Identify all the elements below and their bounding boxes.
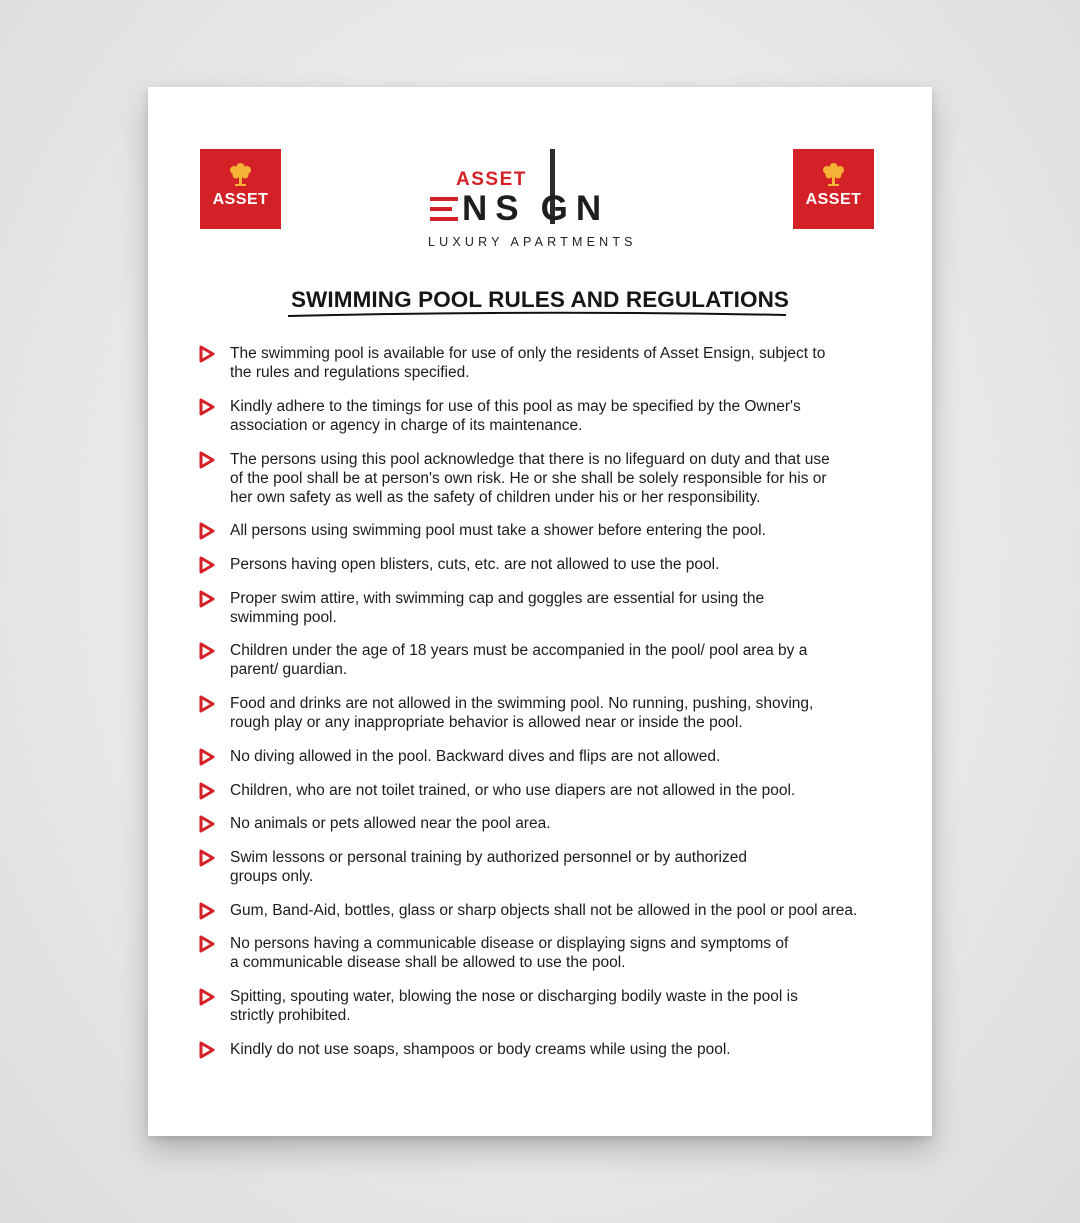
rule-line: Gum, Band-Aid, bottles, glass or sharp objects shall not be allowed in the pool or pool area. xyxy=(230,902,858,919)
rule-text xyxy=(230,641,890,679)
rule-line: The persons using this pool acknowledge that there is no lifeguard on duty and that use xyxy=(230,451,830,468)
rule-line: Spitting, spouting water, blowing the nose or discharging bodily waste in the pool is xyxy=(230,988,798,1005)
rule-line: association or agency in charge of its maintenance. xyxy=(230,417,583,434)
brand-asset-text: ASSET xyxy=(456,169,527,190)
rule-line: groups only. xyxy=(230,868,314,885)
rule-line: Food and drinks are not allowed in the swimming pool. No running, pushing, shoving, xyxy=(230,695,814,712)
tree-icon xyxy=(227,161,254,189)
rule-line: The swimming pool is available for use of only the residents of Asset Ensign, subject to xyxy=(230,345,826,362)
rule-text xyxy=(230,555,890,574)
rule-line: No animals or pets allowed near the pool area. xyxy=(230,815,551,832)
rule-line: Swim lessons or personal training by authorized personnel or by authorized xyxy=(230,849,747,866)
rule-text xyxy=(230,589,890,627)
rule-line: strictly prohibited. xyxy=(230,1007,351,1024)
rules-sheet xyxy=(148,87,932,1136)
tree-icon xyxy=(820,161,847,189)
play-triangle-icon xyxy=(198,589,216,609)
play-triangle-icon xyxy=(198,934,216,954)
play-triangle-icon xyxy=(198,521,216,541)
rule-text xyxy=(230,934,890,972)
rule-text xyxy=(230,747,890,766)
rule-text xyxy=(230,694,890,732)
rule-line: No persons having a communicable disease or displaying signs and symptoms of xyxy=(230,935,789,952)
brand-subtitle: LUXURY APARTMENTS xyxy=(428,235,637,249)
rule-text xyxy=(230,1040,890,1059)
rule-text xyxy=(230,848,890,886)
play-triangle-icon xyxy=(198,641,216,661)
rule-line: of the pool shall be at person's own risk. He or she shall be solely responsible for his or xyxy=(230,470,827,487)
play-triangle-icon xyxy=(198,344,216,364)
asset-logo-left xyxy=(200,149,281,229)
play-triangle-icon xyxy=(198,555,216,575)
asset-ensign-logo xyxy=(418,147,658,257)
rule-line: rough play or any inappropriate behavior is allowed near or inside the pool. xyxy=(230,714,743,731)
asset-logo-text: ASSET xyxy=(212,191,269,208)
play-triangle-icon xyxy=(198,848,216,868)
rule-text xyxy=(230,987,890,1025)
rule-line: Children under the age of 18 years must be accompanied in the pool/ pool area by a xyxy=(230,642,808,659)
play-triangle-icon xyxy=(198,1040,216,1060)
rule-line: Children, who are not toilet trained, or who use diapers are not allowed in the pool. xyxy=(230,782,796,799)
rule-line: Persons having open blisters, cuts, etc. are not allowed to use the pool. xyxy=(230,556,720,573)
rule-text xyxy=(230,901,890,920)
rule-text xyxy=(230,344,890,382)
rule-text xyxy=(230,521,890,540)
rule-line: Kindly adhere to the timings for use of this pool as may be specified by the Owner's xyxy=(230,398,801,415)
rule-line: swimming pool. xyxy=(230,609,337,626)
rule-line: Kindly do not use soaps, shampoos or body creams while using the pool. xyxy=(230,1041,731,1058)
play-triangle-icon xyxy=(198,694,216,714)
asset-logo-right xyxy=(793,149,874,229)
play-triangle-icon xyxy=(198,450,216,470)
play-triangle-icon xyxy=(198,901,216,921)
play-triangle-icon xyxy=(198,781,216,801)
brand-ensign-text: NS GN xyxy=(462,189,610,228)
play-triangle-icon xyxy=(198,397,216,417)
play-triangle-icon xyxy=(198,814,216,834)
rule-text xyxy=(230,397,890,435)
play-triangle-icon xyxy=(198,747,216,767)
rule-line: Proper swim attire, with swimming cap and goggles are essential for using the xyxy=(230,590,765,607)
rule-text xyxy=(230,814,890,833)
brand-e-mark xyxy=(430,195,458,223)
rule-text xyxy=(230,450,890,507)
rule-line: All persons using swimming pool must take a shower before entering the pool. xyxy=(230,522,766,539)
rule-line: her own safety as well as the safety of children under his or her responsibility. xyxy=(230,489,761,506)
rule-line: the rules and regulations specified. xyxy=(230,364,470,381)
asset-logo-text: ASSET xyxy=(805,191,862,208)
title-underline xyxy=(286,311,788,319)
play-triangle-icon xyxy=(198,987,216,1007)
rule-line: No diving allowed in the pool. Backward dives and flips are not allowed. xyxy=(230,748,721,765)
rule-line: parent/ guardian. xyxy=(230,661,348,678)
rule-line: a communicable disease shall be allowed to use the pool. xyxy=(230,954,626,971)
page-title: SWIMMING POOL RULES AND REGULATIONS xyxy=(290,287,790,312)
rule-text xyxy=(230,781,890,800)
